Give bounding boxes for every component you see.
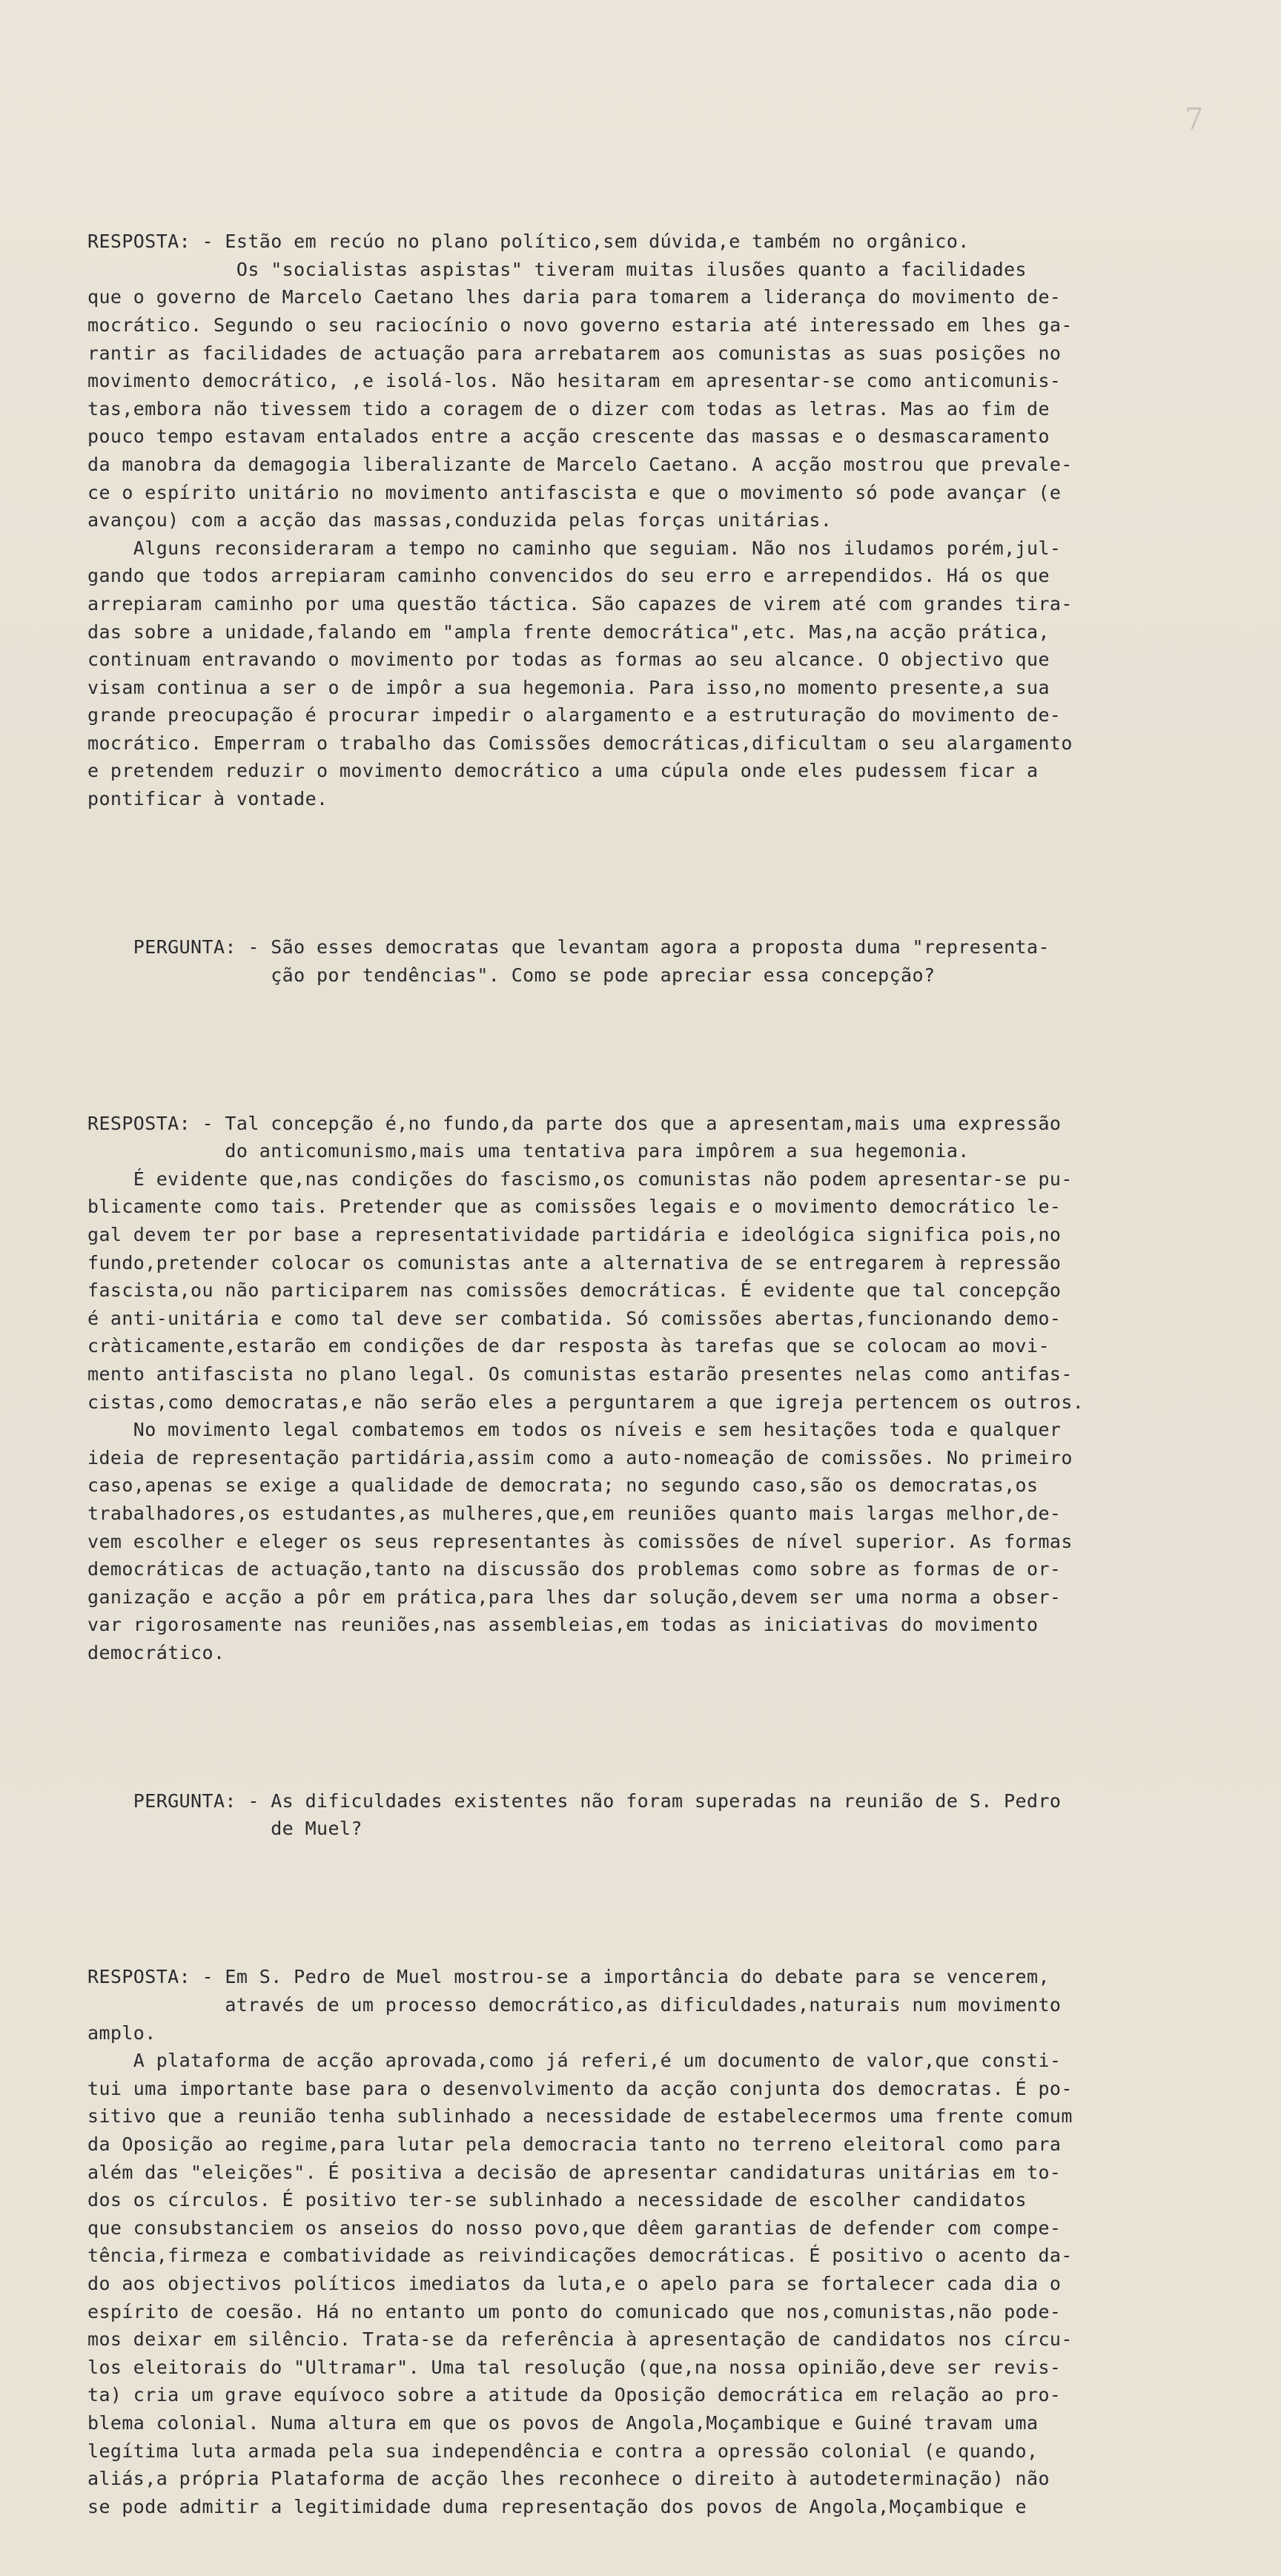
page-number: 7 <box>1185 102 1210 136</box>
answer-anticommunism-concept: RESPOSTA: - Tal concepção é,no fundo,da parte dos que a apresentam,mais uma expressão do anticomunismo,mais uma tentativa para impôrem a sua hegemonia. É evidente que,nas condições do fascismo,os comunistas não podem apresentar-se pu- blicamente como tais. Pretender que as comissões legais e o movimento democrático le- gal devem ter por base a representatividade partidária e ideológica significa pois,no fundo,pretender colocar os comunistas ante a alternativa de se entregarem à repressão fascista,ou não participarem nas comissões democráticas. É evidente que tal concepção é anti-unitária e como tal deve ser combatida. Só comissões abertas,funcionando demo- cràticamente,estarão em condições de dar resposta às tarefas que se colocam ao movi- mento antifascista no plano legal. Os comunistas estarão presentes nelas como antifas- cistas,como democratas,e não serão eles a perguntarem a que igreja pertencem os outros. No movimento legal combatemos em todos os níveis e sem hesitações toda e qualquer ideia de representação partidária,assim como a auto-nomeação de comissões. No primeiro caso,apenas se exige a qualidade de democrata; no segundo caso,são os democratas,os trabalhadores,os estudantes,as mulheres,que,em reuniões quanto mais largas melhor,de- vem escolher e eleger os seus representantes às comissões de nível superior. As formas democráticas de actuação,tanto na discussão dos problemas como sobre as formas de or- ganização e acção a pôr em prática,para lhes dar solução,devem ser uma norma a obser- var rigorosamente nas reuniões,nas assembleias,em todas as iniciativas do movimento democrático. <box>87 1112 1085 1663</box>
question-representation-by-tendencies: PERGUNTA: - São esses democratas que levantam agora a proposta duma "representa- ção por tendências". Como se pode apreciar essa concepção? <box>133 936 1050 986</box>
question-sao-pedro-de-muel: PERGUNTA: - As dificuldades existentes não foram superadas na reunião de S. Pedro de Muel? <box>133 1789 1062 1840</box>
answer-socialists-aspistas: RESPOSTA: - Estão em recúo no plano político,sem dúvida,e também no orgânico. Os "socialistas aspistas" tiveram muitas ilusões quanto a facilidades que o governo de Marcelo Caetano lhes daria para tomarem a liderança do movimento de- mocrático. Segundo o seu raciocínio o novo governo estaria até interessado em lhes ga- rantir as facilidades de actuação para arrebatarem aos comunistas as suas posições no movimento democrático, ,e isolá-los. Não hesitaram em apresentar-se como anticomunis- tas,embora não tivessem tido a coragem de o dizer com todas as letras. Mas ao fim de pouco tempo estavam entalados entre a acção crescente das massas e o desmascaramento da manobra da demagogia liberalizante de Marcelo Caetano. A acção mostrou que prevale- ce o espírito unitário no movimento antifascista e que o movimento só pode avançar (e avançou) com a acção das massas,conduzida pelas forças unitárias. Alguns reconsideraram a tempo no caminho que seguiam. Não nos iludamos porém,jul- gando que todos arrepiaram caminho convencidos do seu erro e arrependidos. Há os que arrepiaram caminho por uma questão táctica. São capazes de virem até com grandes tira- das sobre a unidade,falando em "ampla frente democrática",etc. Mas,na acção prática, continuam entravando o movimento por todas as formas ao seu alcance. O objectivo que visam continua a ser o de impôr a sua hegemonia. Para isso,no momento presente,a sua grande preocupação é procurar impedir o alargamento e a estruturação do movimento de- mocrático. Emperram o trabalho das Comissões democráticas,dificultam o seu alargamento e pretendem reduzir o movimento democrático a uma cúpula onde eles pudessem ficar a pontificar à vontade. <box>87 231 1073 810</box>
answer-platform-of-action: RESPOSTA: - Em S. Pedro de Muel mostrou-se a importância do debate para se vencerem, através de um processo democrático,as dificuldades,naturais num movimento amplo. A plataforma de acção aprovada,como já referi,é um documento de valor,que consti- tui uma importante base para o desenvolvimento da acção conjunta dos democratas. É po- sitivo que a reunião tenha sublinhado a necessidade de estabelecermos uma frente comum da Oposição ao regime,para lutar pela democracia tanto no terreno eleitoral como para além das "eleições". É positiva a decisão de apresentar candidaturas unitárias em to- dos os círculos. É positivo ter-se sublinhado a necessidade de escolher candidatos que consubstanciem os anseios do nosso povo,que dêem garantias de defender com compe- tência,firmeza e combatividade as reivindicações democráticas. É positivo o acento da- do aos objectivos políticos imediatos da luta,e o apelo para se fortalecer cada dia o espírito de coesão. Há no entanto um ponto do comunicado que nos,comunistas,não pode- mos deixar em silêncio. Trata-se da referência à apresentação de candidatos nos círcu- los eleitorais do "Ultramar". Uma tal resolução (que,na nossa opinião,deve ser revis- ta) cria um grave equívoco sobre a atitude da Oposição democrática em relação ao pro- blema colonial. Numa altura em que os povos de Angola,Moçambique e Guiné travam uma legítima luta armada pela sua independência e contra a opressão colonial (e quando, aliás,a própria Plataforma de acção lhes reconhece o direito à autodeterminação) não se pode admitir a legitimidade duma representação dos povos de Angola,Moçambique e <box>87 1966 1073 2517</box>
interview-text <box>87 172 1203 2576</box>
